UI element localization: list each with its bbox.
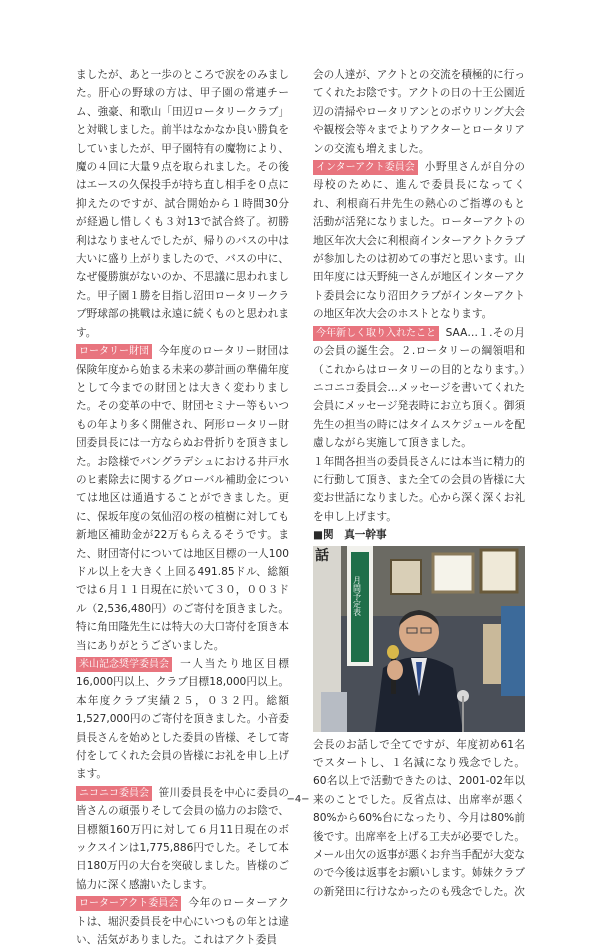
photo-banner-text: 月間予定表	[352, 575, 362, 616]
section-text: SAA…１.その月の会員の誕生会。２.ロータリーの綱領唱和（これからはロータリーの目的となります。）ニコニコ委員会…メッセージを書いてくれた会員にメッセージ発表時にお立ち頂く。御須先生の担当の時にはタイムスケジュールを配慮しながら実施して頂きました。	[313, 326, 526, 450]
section-rotary-foundation	[76, 342, 289, 655]
secretary-heading: ■関 真一幹事	[313, 529, 387, 542]
section-new-this-year	[313, 324, 525, 453]
section-heading-rotary-foundation: ロータリー財団	[76, 344, 152, 359]
section-yoneyama	[76, 655, 289, 784]
photo-sign-text: 話	[315, 547, 329, 564]
section-heading-rotaract: ローターアクト委員会	[76, 896, 181, 911]
section-heading-yoneyama: 米山記念奨学委員会	[76, 657, 172, 672]
section-heading-nikoniko: ニコニコ委員会	[76, 786, 152, 801]
section-text: 小野里さんが自分の母校のために、進んで委員長になってくれ、利根商石井先生の熱心のご指導のもと活動が活発になりました。ローターアクトの地区年次大会に利根商インターアクトクラブが参加したのは初めての事だと思います。山田年度には天野純一さんが地区インターアクト委員会になり沼田クラブがインターアクトの地区年次大会のホストとなります。	[313, 161, 526, 321]
section-interact	[313, 158, 525, 324]
left-column	[76, 66, 289, 950]
speaker-photo	[313, 546, 525, 732]
section-rotaract	[76, 894, 289, 949]
right-column	[313, 66, 525, 901]
secretary-paragraph: 会長のお話しで全てですが、年度初め61名でスタートし、１名減になり残念でした。60名以上で活動できたのは、2001‐02年以来のことでした。反省点は、出席率が悪く80%から60%台になったり、今月は80%前後です。出席率を上げる工夫が必要でした。メール出欠の返事が悪くお弁当手配が大変なので今後は返事をお願いします。姉妹クラブの新発田に行けなかったのも残念でした。次	[313, 738, 525, 898]
thanks-paragraph: １年間各担当の委員長さんには本当に精力的に行動して頂き、また全ての会員の皆様に大変お世話になりました。心から深く深くお礼を申し上げます。	[313, 455, 525, 523]
section-text: 今年度のロータリー財団は保険年度から始まる未来の夢計画の準備年度として今までの財団とは大きく変わりました。その変革の中で、財団セミナー等もいつもの年より多く開催され、阿形ロータリー財団委員長には一方ならぬお骨折りを頂きました。お陰様でバングラデシュにおける井戸水のヒ素除去に関するグローバル補助金については地区は通過することができました。更に、保坂年度の気仙沼の桜の植樹に対しても新地区補助金が22万もらえるそうです。また、財団寄付については地区目標の一人100ドル以上を大きく上回る491.85ドル、総額では６月１１日現在に於いて３０，００３ドル（2,536,480円）のご寄付を頂きました。特に角田隆先生には特大の大口寄付を頂き本当にありがとうございました。	[76, 345, 290, 652]
section-heading-interact: インターアクト委員会	[313, 160, 418, 175]
continued-paragraph: ましたが、あと一歩のところで涙をのみました。肝心の野球の方は、甲子園の常連チーム、強豪、和歌山「田辺ロータリークラブ」と対戦しました。前半はなかなか良い勝負をしていましたが、甲子園特有の魔物により、魔の４回に大量９点を取られました。その後はエースの久保投手が持ち直し相手を０点に抑えたのですが、試合開始から１時間30分が経過し惜しくも３対13で試合終了。初勝利はなりませんでしたが、帰りのバスの中は大いに盛り上がりましたので、バスの中に、なぜ優勝旗がないのか、不思議に思われました。甲子園１勝を目指し沼田ロータリークラブ野球部の挑戦は永遠に続くものと思われます。	[76, 69, 289, 339]
section-text: 一人当たり地区目標16,000円以上、クラブ目標18,000円以上。本年度クラブ実績２５，０３２円。総額1,527,000円のご寄付を頂きました。小音委員長さんを始めとした委員の皆様、そして寄付をしてくれた会員の皆様にお礼を申し上げます。	[76, 658, 290, 781]
page-number: −4−	[286, 794, 310, 805]
continued-paragraph: 会の人達が、アクトとの交流を積極的に行ってくれたお陰です。アクトの日の十王公園近辺の清掃やロータリアンとのボウリング大会や観桜会等々までよりアクターとロータリアンの交流も増えました。	[313, 69, 525, 155]
section-heading-new-this-year: 今年新しく取り入れたこと	[313, 326, 439, 341]
speaker-photo-illustration	[313, 546, 525, 732]
section-text: 笹川委員長を中心に委員の皆さんの頑張りそして会員の協力のお陰で、目標額160万円に対して６月11日現在のボックスインは1,775,886円でした。そして本日180万円の大台を突破しました。皆様のご協力に深く感謝いたします。	[76, 786, 290, 891]
section-text: 今年のローターアクトは、堀沢委員長を中心にいつもの年とは違い、活気がありました。これはアクト委員	[76, 897, 289, 947]
